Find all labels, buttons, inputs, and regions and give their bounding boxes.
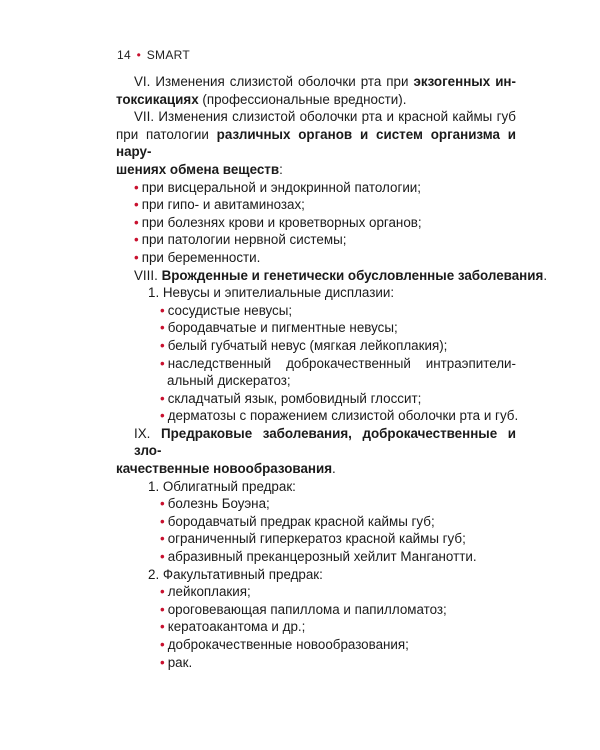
list-item: • доброкачественные новообразования; xyxy=(160,637,409,652)
list-item: • бородавчатые и пигментные невусы; xyxy=(160,320,398,336)
section-9-heading-line-1: IX. Предраковые заболевания, доброкачественные и зло- xyxy=(134,425,516,459)
list-item: • кератоакантома и др.; xyxy=(160,619,306,635)
bullet-icon: • xyxy=(160,513,165,529)
bullet-icon: • xyxy=(134,249,139,265)
list-item: • при болезнях крови и кроветворных органов; xyxy=(134,214,422,230)
section-7-list xyxy=(116,179,516,267)
list-item: • болезнь Боуэна; xyxy=(160,496,270,512)
section-6-number: VI. xyxy=(134,74,151,89)
bullet-icon: • xyxy=(160,619,165,635)
list-item: • бородавчатый предрак красной каймы губ; xyxy=(160,513,435,529)
section-6-line-1: VI. Изменения слизистой оболочки рта при экзогенных ин- xyxy=(134,74,516,89)
bullet-icon: • xyxy=(160,390,165,406)
bullet-icon: • xyxy=(160,584,165,600)
bullet-icon: • xyxy=(160,408,165,424)
list-item: • складчатый язык, ромбовидный глоссит; xyxy=(160,390,422,406)
bullet-icon: • xyxy=(134,232,139,248)
section-9-sub-2-label: 2. Факультативный предрак: xyxy=(148,566,323,582)
list-item: • при висцеральной и эндокринной патологии; xyxy=(134,179,422,195)
section-9-heading-line-2: качественные новообразования. xyxy=(116,461,336,477)
bullet-icon: • xyxy=(160,302,165,318)
list-item-continuation: альный дискератоз; xyxy=(167,373,291,389)
section-8-number: VIII. xyxy=(134,267,158,283)
bullet-icon: • xyxy=(160,601,165,617)
list-item: • рак. xyxy=(160,654,193,670)
list-item: • наследственный доброкачественный интраэпители- xyxy=(160,355,516,371)
list-item: • сосудистые невусы; xyxy=(160,302,293,318)
list-item: • лейкоплакия; xyxy=(160,584,251,600)
bullet-icon: • xyxy=(160,531,165,547)
section-6-line-2: токсикациях (профессиональные вредности). xyxy=(116,91,407,107)
section-9-number: IX. xyxy=(134,425,151,441)
bullet-icon: • xyxy=(160,549,165,565)
section-9-sub-2-list xyxy=(116,583,516,671)
bullet-icon: • xyxy=(160,496,165,512)
bullet-icon: • xyxy=(134,197,139,213)
bullet-icon: • xyxy=(160,320,165,336)
bullet-icon: • xyxy=(134,179,139,195)
list-item: • ограниченный гиперкератоз красной каймы губ; xyxy=(160,531,466,547)
list-item: • ороговевающая папиллома и папилломатоз; xyxy=(160,601,447,617)
section-8-heading: VIII. Врожденные и генетически обусловленные заболевания. xyxy=(134,267,548,283)
section-7-line-2: при патологии различных органов и систем организма и нару- xyxy=(116,126,516,160)
header-separator: • xyxy=(136,48,142,62)
section-7-number: VII. xyxy=(134,109,155,125)
section-9-sub-1-list xyxy=(116,495,516,565)
list-item: • при гипо- и авитаминозах; xyxy=(134,197,305,213)
section-8-sub-1-list xyxy=(116,302,519,425)
running-header xyxy=(117,48,190,62)
bullet-icon: • xyxy=(160,637,165,652)
section-7-line-1: VII. Изменения слизистой оболочки рта и красной каймы губ xyxy=(134,109,516,125)
page-body xyxy=(116,73,548,671)
list-item: • абразивный преканцерозный хейлит Манганотти. xyxy=(160,549,477,565)
section-7-line-3: шениях обмена веществ: xyxy=(116,161,283,177)
bullet-icon: • xyxy=(160,654,165,670)
bullet-icon: • xyxy=(134,214,139,230)
page-number: 14 xyxy=(117,48,131,62)
bullet-icon: • xyxy=(160,337,165,353)
list-item: • белый губчатый невус (мягкая лейкоплакия); xyxy=(160,337,448,353)
section-9-sub-1-label: 1. Облигатный предрак: xyxy=(148,478,296,494)
section-8-sub-1-label: 1. Невусы и эпителиальные дисплазии: xyxy=(148,285,395,301)
bullet-icon: • xyxy=(160,355,165,371)
list-item: • дерматозы с поражением слизистой оболочки рта и губ. xyxy=(160,408,519,424)
list-item: • при патологии нервной системы; xyxy=(134,232,347,248)
list-item: • при беременности. xyxy=(134,249,261,265)
series-title: SMART xyxy=(146,48,191,62)
